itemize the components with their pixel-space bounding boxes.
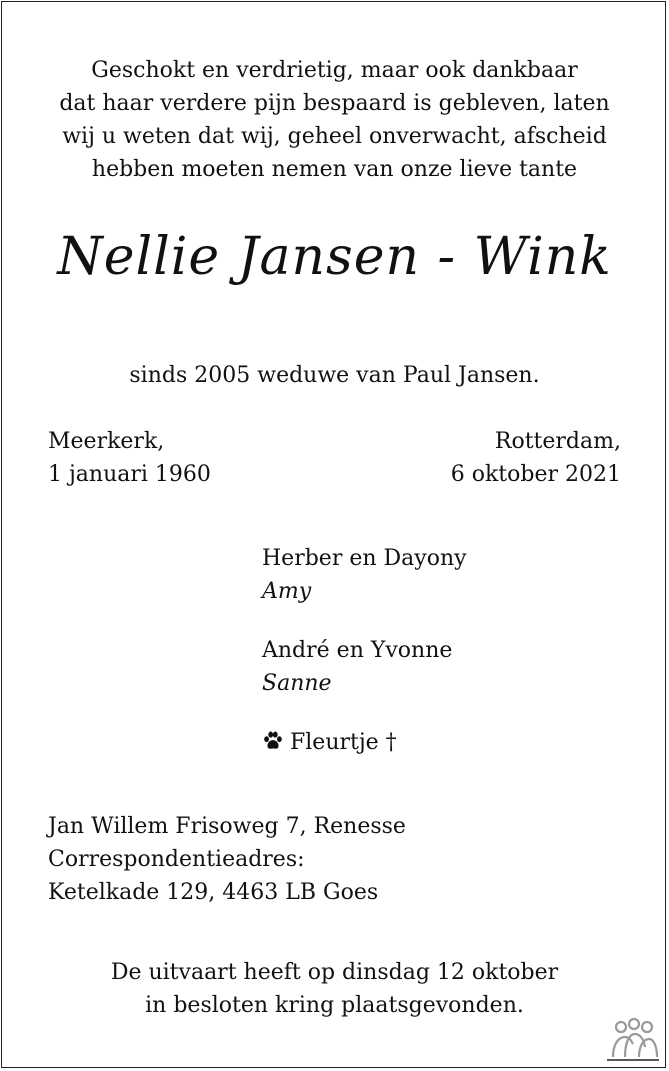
intro-line: Geschokt en verdrietig, maar ook dankbaar [91, 58, 578, 83]
deceased-name: Nellie Jansen - Wink [57, 227, 612, 287]
pet-line [262, 726, 397, 759]
widow-line: sinds 2005 weduwe van Paul Jansen. [129, 363, 540, 388]
pet-name: Fleurtje † [290, 730, 397, 755]
family-group [262, 542, 467, 608]
funeral-text [0, 956, 669, 1022]
address-line: Ketelkade 129, 4463 LB Goes [48, 880, 379, 905]
address-block [48, 810, 406, 909]
family-parents: Herber en Dayony [262, 546, 467, 571]
death-date: 6 oktober 2021 [450, 462, 621, 487]
intro-text [0, 54, 669, 186]
funeral-line: in besloten kring plaatsgevonden. [145, 993, 524, 1018]
death-place: Rotterdam, [494, 429, 621, 454]
funeral-line: De uitvaart heeft op dinsdag 12 oktober [110, 960, 559, 985]
intro-line: hebben moeten nemen van onze lieve tante [91, 157, 578, 182]
family-group [262, 634, 452, 700]
family-child: Amy [262, 579, 312, 604]
family-child: Sanne [262, 671, 332, 696]
paw-icon [262, 730, 284, 752]
death-info [451, 425, 621, 491]
family-parents: André en Yvonne [262, 638, 453, 663]
intro-line: wij u weten dat wij, geheel onverwacht, afscheid [62, 124, 607, 149]
publisher-logo-icon [607, 1017, 659, 1061]
birth-info [48, 425, 211, 491]
address-line: Jan Willem Frisoweg 7, Renesse [48, 814, 406, 839]
address-line: Correspondentieadres: [48, 847, 305, 872]
intro-line: dat haar verdere pijn bespaard is gebleven, laten [59, 91, 610, 116]
birth-place: Meerkerk, [48, 429, 165, 454]
birth-date: 1 januari 1960 [48, 462, 211, 487]
